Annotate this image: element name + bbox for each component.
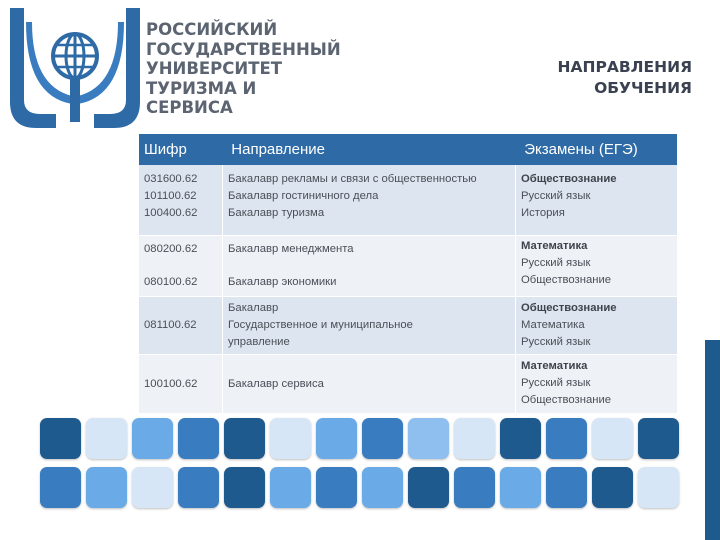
header-exams: Экзамены (ЕГЭ) bbox=[524, 141, 638, 158]
exam-value: Математика bbox=[521, 319, 585, 331]
decorative-tile bbox=[408, 467, 449, 508]
decorative-tile bbox=[500, 467, 541, 508]
university-name-line: ГОСУДАРСТВЕННЫЙ bbox=[146, 39, 341, 59]
direction-value: Бакалавр сервиса bbox=[228, 377, 324, 390]
code-cell bbox=[139, 165, 223, 235]
decorative-tile bbox=[224, 467, 265, 508]
exam-value: Обществознание bbox=[521, 394, 612, 406]
decorative-tile bbox=[178, 467, 219, 508]
direction-value: Бакалавр менеджмента bbox=[228, 243, 354, 255]
decorative-tile bbox=[362, 467, 403, 508]
decorative-tile bbox=[86, 467, 127, 508]
decorative-tile bbox=[40, 418, 81, 459]
exam-value: Русский язык bbox=[521, 336, 591, 348]
code-value: 081100.62 bbox=[144, 319, 197, 331]
decorative-tile bbox=[316, 418, 357, 459]
code-value: 100100.62 bbox=[144, 377, 198, 390]
decorative-tile bbox=[500, 418, 541, 459]
decorative-tile bbox=[592, 418, 633, 459]
table-row bbox=[139, 355, 677, 414]
decorative-tile bbox=[132, 467, 173, 508]
decorative-tile bbox=[592, 467, 633, 508]
direction-value: Бакалавр рекламы и связи с общественностью bbox=[228, 173, 477, 185]
code-cell bbox=[139, 236, 223, 296]
decorative-tile bbox=[546, 418, 587, 459]
table-row bbox=[139, 165, 677, 236]
decorative-tile bbox=[224, 418, 265, 459]
university-logo bbox=[6, 4, 144, 132]
exam-value: Русский язык bbox=[521, 257, 591, 269]
code-value: 080100.62 bbox=[144, 276, 198, 288]
header-direction: Направление bbox=[231, 141, 325, 158]
direction-value: Бакалавр гостиничного дела bbox=[228, 190, 379, 202]
tile-row bbox=[40, 467, 680, 508]
exams-cell bbox=[516, 165, 672, 235]
right-edge-accent bbox=[705, 340, 720, 540]
programs-table bbox=[139, 134, 677, 414]
decorative-tile bbox=[270, 467, 311, 508]
code-value: 080200.62 bbox=[144, 243, 198, 255]
slide-title bbox=[452, 57, 692, 99]
decorative-tiles bbox=[40, 418, 680, 516]
direction-value: Государственное и муниципальное bbox=[228, 319, 413, 331]
table-header bbox=[139, 134, 677, 165]
decorative-tile bbox=[546, 467, 587, 508]
decorative-tile bbox=[408, 418, 449, 459]
decorative-tile bbox=[362, 418, 403, 459]
code-value: 031600.62 bbox=[144, 173, 198, 185]
university-name-line: УНИВЕРСИТЕТ bbox=[146, 59, 282, 79]
university-name-line: ТУРИЗМА И bbox=[146, 78, 257, 98]
exam-value: Обществознание bbox=[521, 274, 612, 286]
decorative-tile bbox=[454, 467, 495, 508]
university-name bbox=[146, 20, 406, 118]
direction-cell bbox=[223, 165, 516, 235]
decorative-tile bbox=[178, 418, 219, 459]
slide-title-line: ОБУЧЕНИЯ bbox=[594, 79, 692, 97]
code-cell bbox=[139, 355, 223, 413]
exams-cell bbox=[516, 355, 672, 413]
direction-value: управление bbox=[228, 336, 290, 348]
direction-cell bbox=[223, 236, 516, 296]
code-value: 100400.62 bbox=[144, 207, 198, 219]
exam-value-primary: Математика bbox=[521, 360, 588, 372]
direction-value: Бакалавр bbox=[228, 302, 279, 314]
header-code: Шифр bbox=[144, 141, 187, 158]
exams-cell bbox=[516, 297, 672, 354]
direction-value: Бакалавр экономики bbox=[228, 276, 337, 288]
code-value: 101100.62 bbox=[144, 190, 197, 202]
decorative-tile bbox=[638, 467, 679, 508]
exam-value: История bbox=[521, 207, 565, 219]
direction-cell bbox=[223, 355, 516, 413]
exam-value: Русский язык bbox=[521, 190, 591, 202]
exam-value: Русский язык bbox=[521, 377, 591, 389]
table-row bbox=[139, 297, 677, 355]
direction-cell bbox=[223, 297, 516, 354]
university-name-line: СЕРВИСА bbox=[146, 98, 233, 118]
university-name-line: РОССИЙСКИЙ bbox=[146, 20, 278, 39]
exam-value-primary: Обществознание bbox=[521, 173, 617, 185]
slide-title-line: НАПРАВЛЕНИЯ bbox=[557, 58, 692, 76]
decorative-tile bbox=[638, 418, 679, 459]
tile-row bbox=[40, 418, 680, 459]
decorative-tile bbox=[270, 418, 311, 459]
decorative-tile bbox=[132, 418, 173, 459]
table-row bbox=[139, 236, 677, 297]
exams-cell bbox=[516, 236, 672, 296]
decorative-tile bbox=[316, 467, 357, 508]
exam-value-primary: Обществознание bbox=[521, 302, 617, 314]
decorative-tile bbox=[40, 467, 81, 508]
exam-value-primary: Математика bbox=[521, 240, 588, 252]
direction-value: Бакалавр туризма bbox=[228, 207, 325, 219]
decorative-tile bbox=[454, 418, 495, 459]
decorative-tile bbox=[86, 418, 127, 459]
code-cell bbox=[139, 297, 223, 354]
